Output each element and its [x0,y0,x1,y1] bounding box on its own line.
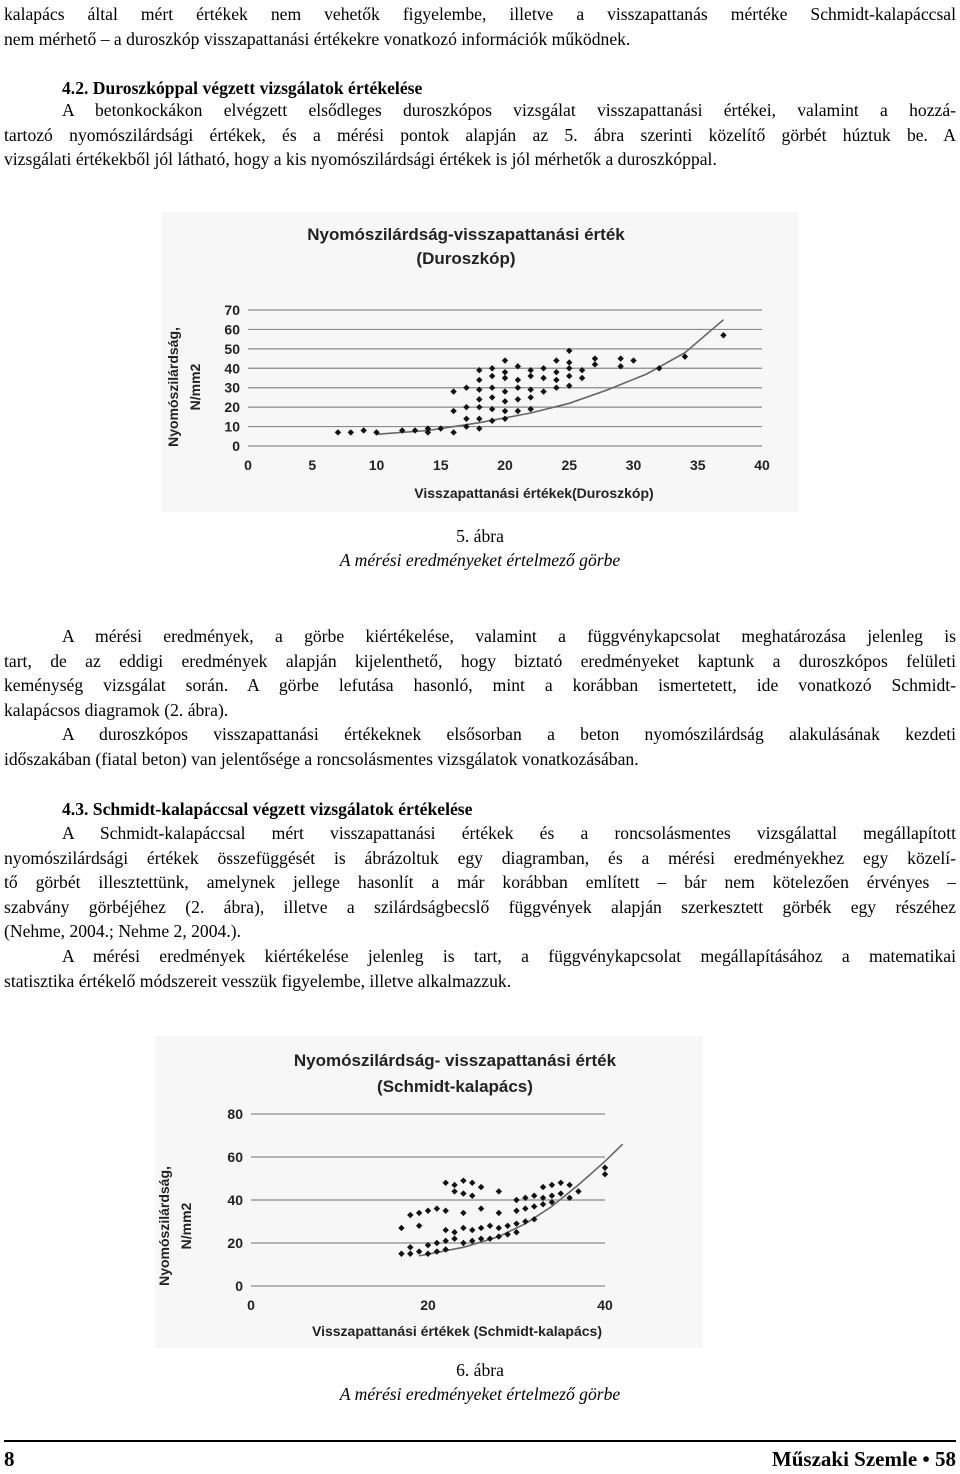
x-tick-label: 10 [368,457,385,473]
chart-schmidt [155,1036,703,1348]
y-tick-label: 70 [224,302,240,318]
footer-page-number: 8 [4,1447,15,1471]
y-tick-label: 20 [224,399,240,416]
x-tick-label: 20 [420,1297,436,1313]
s43-line-3: tő görbét illesztettünk, amelynek jellege hasonlít a már korábban említett – bár nem kötelezően érvényes – [4,872,956,893]
x-tick-label: 5 [308,457,317,473]
y-tick-label: 20 [227,1235,243,1251]
chart-x-label: Visszapattanási értékek (Schmidt-kalapács) [312,1323,602,1339]
figure-5-number: 5. ábra [456,526,504,546]
intro-line-2: nem mérhető – a duroszkóp visszapattanási értékekre vonatkozó információk működnek. [4,28,631,49]
x-tick-label: 30 [625,457,642,473]
figure-5-caption: A mérési eredményeket értelmező görbe [339,550,621,570]
footer-rule [4,1440,956,1442]
section-heading-4-2: 4.2. Duroszkóppal végzett vizsgálatok értékelése [62,78,423,98]
y-tick-label: 30 [224,379,240,396]
chart-y-label-1: Nyomószilárdság, [156,1166,172,1286]
x-tick-label: 0 [244,457,252,473]
p5-line-2: tart, de az eddigi eredmények alapján kijelenthető, hogy biztató eredményeket kaptunk a duroszkópos felületi [4,650,956,671]
footer-journal: Műszaki Szemle • 58 [771,1447,956,1471]
p5-line-5: A duroszkópos visszapattanási értékeknek elsősorban a beton nyomószilárdság alakulásának kezdeti [62,724,956,745]
chart-y-label-2: N/mm2 [187,363,203,411]
x-tick-label: 40 [754,457,770,473]
chart-subtitle: (Schmidt-kalapács) [377,1077,533,1096]
p5-line-6: időszakában (fiatal beton) van jelentősége a roncsolásmentes vizsgálatok vonatkozásában. [4,748,639,769]
chart-subtitle: (Duroszkóp) [416,249,516,268]
chart-y-label-2: N/mm2 [178,1202,194,1250]
p5-line-1: A mérési eredmények, a görbe kiértékelése, valamint a függvénykapcsolat meghatározása jelenleg is [62,626,956,646]
x-tick-label: 35 [689,457,706,473]
y-tick-label: 0 [232,438,240,454]
y-tick-label: 0 [235,1278,243,1294]
x-tick-label: 20 [497,457,513,473]
y-tick-label: 40 [224,360,240,377]
s43-line-7: statisztika értékelő módszereit vesszük figyelembe, illetve alkalmazzuk. [4,970,512,991]
section-4-2-paragraph [4,98,956,172]
section-4-2-line-2: tartozó nyomószilárdsági értékek, és a mérési pontok alapján az 5. ábra szerinti közelítő görbét húztuk be. A [4,124,956,145]
s43-line-2: nyomószilárdsági értékek összefüggését is ábrázoltuk egy diagramban, és a mérési eredményekhez egy közelí- [4,847,956,868]
chart-duroszkop [162,212,798,512]
figure-6-chart [155,1036,703,1348]
chart-title: Nyomószilárdság-visszapattanási érték [307,225,625,244]
s43-line-5: (Nehme, 2004.; Nehme 2, 2004.). [4,921,241,942]
s43-line-6: A mérési eredmények kiértékelése jelenleg is tart, a függvénykapcsolat megállapításához a matematikai [62,945,956,966]
section-4-3-paragraph [4,821,956,993]
y-tick-label: 80 [227,1106,243,1122]
x-tick-label: 0 [247,1297,255,1313]
section-4-2-line-1: A betonkockákon elvégzett elsődleges duroszkópos vizsgálat visszapattanási értékei, valamint a hozzá- [62,100,956,120]
figure-6-number: 6. ábra [456,1360,504,1380]
y-tick-label: 10 [224,418,240,435]
intro-paragraph [4,2,956,51]
chart-title: Nyomószilárdság- visszapattanási érték [293,1051,617,1070]
y-tick-label: 50 [224,340,240,357]
paragraph-after-figure-5 [4,624,956,772]
p5-line-3: keménység vizsgálat során. A görbe lefutása hasonló, mint a korábban ismertetett, ide vonatkozó Schmidt- [4,675,956,696]
intro-line-1: kalapács által mért értékek nem vehetők figyelembe, illetve a visszapattanás mértéke Schmidt-kalapáccsal [4,4,956,24]
y-tick-label: 40 [227,1192,243,1208]
x-tick-label: 25 [561,457,578,473]
chart-x-label: Visszapattanási értékek(Duroszkóp) [414,485,654,501]
y-tick-label: 60 [224,321,240,338]
s43-line-1: A Schmidt-kalapáccsal mért visszapattanási értékek és a roncsolásmentes vizsgálattal megállapított [62,823,956,843]
s43-line-4: szabvány görbéjéhez (2. ábra), illetve a szilárdságbecslő függvények alapján szerkesztett görbék egy részéhez [4,896,956,917]
x-tick-label: 40 [597,1297,613,1313]
figure-6-caption: A mérési eredményeket értelmező görbe [339,1384,621,1404]
p5-line-4: kalapácsos diagramok (2. ábra). [4,699,229,720]
section-heading-4-3: 4.3. Schmidt-kalapáccsal végzett vizsgálatok értékelése [62,799,473,819]
chart-y-label-1: Nyomószilárdság, [165,327,181,447]
section-4-2-line-3: vizsgálati értékekből jól látható, hogy a kis nyomószilárdsági értékek is jól mérhetők a duroszkóppal. [4,149,717,170]
x-tick-label: 15 [432,457,449,473]
figure-5-chart [162,212,798,512]
y-tick-label: 60 [227,1149,243,1165]
